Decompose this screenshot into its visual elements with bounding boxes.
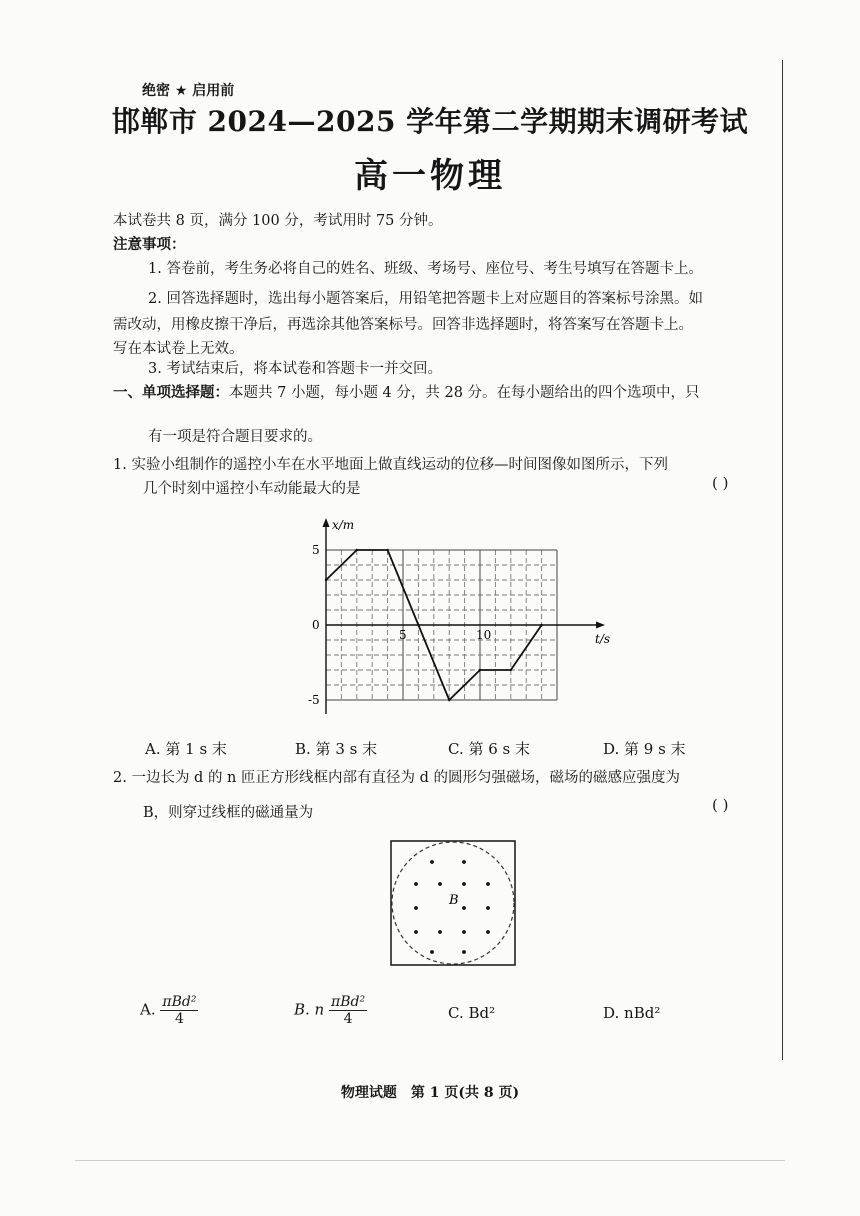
q1-answer-bracket: ( ) <box>712 474 729 492</box>
field-dot <box>462 950 466 954</box>
note-item: 需改动，用橡皮擦干净后，再选涂其他答案标号。回答非选择题时，将答案写在答题卡上。 <box>113 317 693 333</box>
q1-option-b: B. 第 3 s 末 <box>295 740 378 758</box>
option-b-label: B. n <box>294 1000 325 1019</box>
subject-title: 高一物理 <box>354 156 506 196</box>
page-footer: 物理试题 第 1 页(共 8 页) <box>340 1085 520 1101</box>
x-tick-label: 5 <box>399 628 407 642</box>
series-point <box>325 579 327 581</box>
q1-stem: 1. 实验小组制作的遥控小车在水平地面上做直线运动的位移—时间图像如图所示，下列 <box>113 457 668 473</box>
note-item: 写在本试卷上无效。 <box>113 341 244 357</box>
series-point <box>540 624 542 626</box>
x-axis-label: t/s <box>595 632 610 646</box>
y-tick-label: -5 <box>308 693 320 707</box>
q2-option-c: C. Bd² <box>448 1004 496 1022</box>
series-point <box>510 669 512 671</box>
series-point <box>386 549 388 551</box>
field-dot <box>414 906 418 910</box>
series-point <box>356 549 358 551</box>
field-dot <box>462 930 466 934</box>
q1-option-d: D. 第 9 s 末 <box>603 740 686 758</box>
x-axis-arrow <box>596 622 605 629</box>
exam-title: 邯郸市 2024—2025 学年第二学期期末调研考试 <box>111 105 749 138</box>
q1-option-c: C. 第 6 s 末 <box>448 740 531 758</box>
section1-title: 一、单项选择题： <box>113 384 229 401</box>
q2-answer-bracket: ( ) <box>712 796 729 814</box>
note-item: 1. 答卷前，考生务必将自己的姓名、班级、考场号、座位号、考生号填写在答题卡上。 <box>148 261 703 277</box>
field-dot <box>486 882 490 886</box>
y-tick-label: 5 <box>312 543 320 557</box>
series-point <box>479 669 481 671</box>
q2-option-a <box>140 994 198 1027</box>
fraction-numerator: πBd² <box>331 994 366 1010</box>
field-label: B <box>449 893 459 908</box>
field-dot <box>438 930 442 934</box>
section1-desc-cont: 有一项是符合题目要求的。 <box>148 429 322 445</box>
field-dot <box>486 930 490 934</box>
option-a-fraction <box>160 994 198 1027</box>
q2-option-b <box>294 994 367 1027</box>
q2-stem: 2. 一边长为 d 的 n 匝正方形线框内部有直径为 d 的圆形匀强磁场，磁场的磁感应强度为 <box>113 770 680 786</box>
q1-stem-cont: 几个时刻中遥控小车动能最大的是 <box>143 481 361 497</box>
note-item: 3. 考试结束后，将本试卷和答题卡一并交回。 <box>148 361 442 377</box>
fraction-numerator: πBd² <box>162 994 197 1010</box>
bottom-rule <box>75 1160 785 1161</box>
x-tick-label: 10 <box>476 628 492 642</box>
y-axis-arrow <box>323 518 330 527</box>
section1-heading <box>113 382 700 404</box>
field-dot <box>430 860 434 864</box>
field-dot <box>486 906 490 910</box>
q2-option-d: D. nBd² <box>603 1004 661 1022</box>
notes-heading: 注意事项： <box>113 236 186 253</box>
option-b-fraction <box>329 994 367 1027</box>
q2-stem-cont: B，则穿过线框的磁通量为 <box>143 805 314 821</box>
field-dot <box>414 882 418 886</box>
section1-desc: 本题共 7 小题，每小题 4 分，共 28 分。在每小题给出的四个选项中，只 <box>229 385 700 401</box>
y-tick-label: 0 <box>312 618 320 632</box>
y-axis-label: x/m <box>332 518 355 532</box>
fraction-denominator: 4 <box>343 1011 353 1027</box>
field-dot <box>438 882 442 886</box>
series-point <box>448 699 450 701</box>
q1-xt-graph <box>300 515 610 725</box>
exam-intro: 本试卷共 8 页，满分 100 分，考试用时 75 分钟。 <box>113 213 443 229</box>
note-item: 2. 回答选择题时，选出每小题答案后，用铅笔把答题卡上对应题目的答案标号涂黑。如 <box>148 291 703 307</box>
field-dot <box>414 930 418 934</box>
fraction-denominator: 4 <box>174 1011 184 1027</box>
q1-option-a: A. 第 1 s 末 <box>145 740 227 758</box>
option-a-label: A. <box>140 1000 156 1019</box>
secret-label: 绝密 ★ 启用前 <box>142 83 235 99</box>
binding-line <box>782 60 783 1060</box>
field-dot <box>462 882 466 886</box>
field-dot <box>430 950 434 954</box>
field-dot <box>462 860 466 864</box>
field-dot <box>462 906 466 910</box>
series-point <box>417 624 419 626</box>
q2-magnetic-field-figure <box>388 838 520 970</box>
